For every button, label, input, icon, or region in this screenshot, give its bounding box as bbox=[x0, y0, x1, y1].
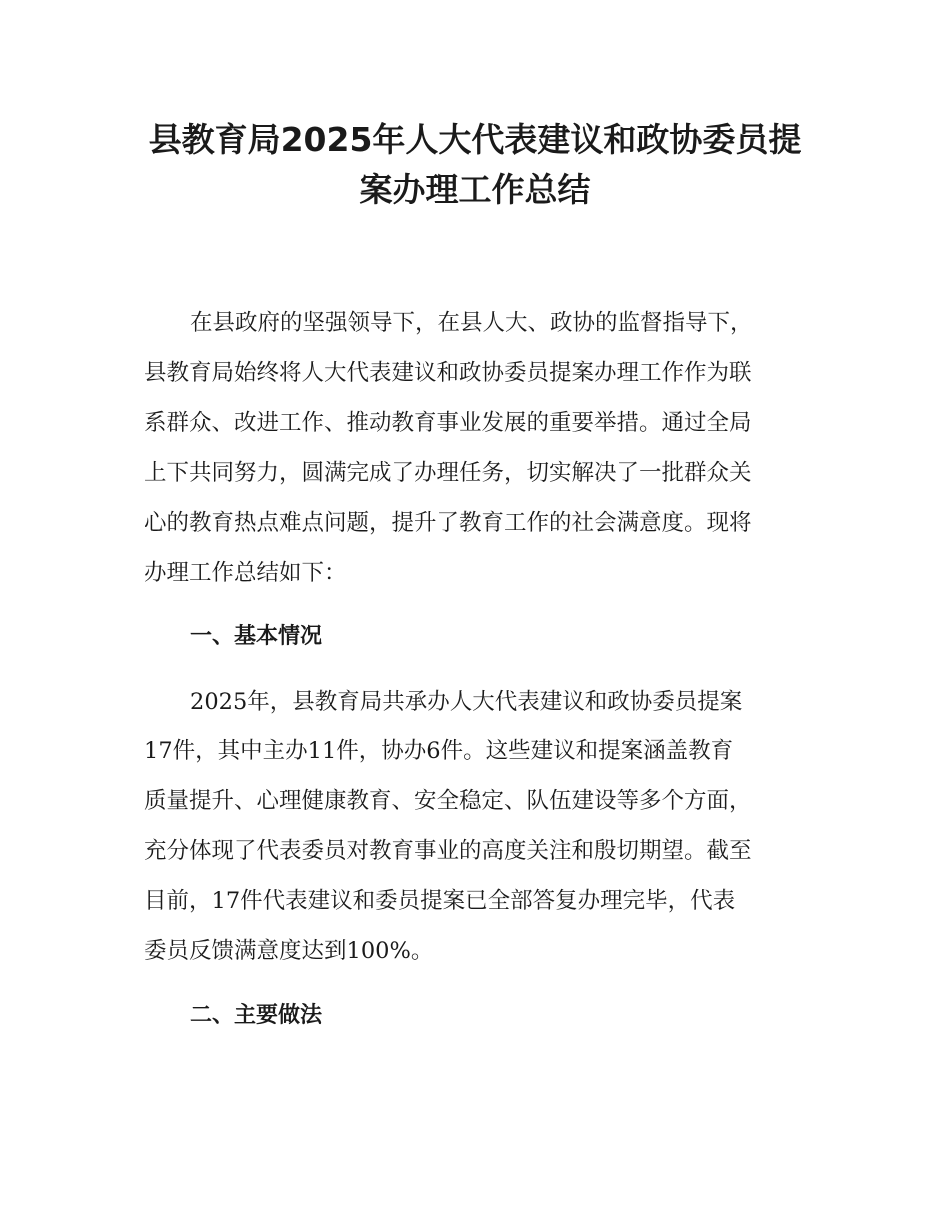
intro-paragraph-line: 心的教育热点难点问题，提升了教育工作的社会满意度。现将 bbox=[144, 510, 752, 536]
section1-paragraph-line: 目前，17件代表建议和委员提案已全部答复办理完毕，代表 bbox=[144, 888, 736, 914]
section-heading-main-practices: 二、主要做法 bbox=[190, 1003, 323, 1028]
intro-paragraph-line: 在县政府的坚强领导下，在县人大、政协的监督指导下， bbox=[190, 310, 753, 336]
document-title-line-2: 案办理工作总结 bbox=[359, 170, 591, 209]
intro-paragraph-line: 系群众、改进工作、推动教育事业发展的重要举措。通过全局 bbox=[144, 410, 752, 436]
section1-paragraph-line: 17件，其中主办11件，协办6件。这些建议和提案涵盖教育 bbox=[144, 738, 734, 764]
document-title-line-1: 县教育局2025年人大代表建议和政协委员提 bbox=[148, 120, 802, 159]
section1-paragraph-line: 质量提升、心理健康教育、安全稳定、队伍建设等多个方面， bbox=[144, 788, 752, 814]
section1-paragraph-line: 2025年，县教育局共承办人大代表建议和政协委员提案 bbox=[190, 689, 743, 715]
intro-paragraph-line: 上下共同努力，圆满完成了办理任务，切实解决了一批群众关 bbox=[144, 460, 752, 486]
section1-paragraph-line: 委员反馈满意度达到100%。 bbox=[144, 938, 434, 964]
intro-paragraph-line: 办理工作总结如下： bbox=[144, 560, 347, 586]
section1-paragraph-line: 充分体现了代表委员对教育事业的高度关注和殷切期望。截至 bbox=[144, 838, 752, 864]
intro-paragraph-line: 县教育局始终将人大代表建议和政协委员提案办理工作作为联 bbox=[144, 360, 752, 386]
section-heading-basic-situation: 一、基本情况 bbox=[190, 624, 323, 649]
